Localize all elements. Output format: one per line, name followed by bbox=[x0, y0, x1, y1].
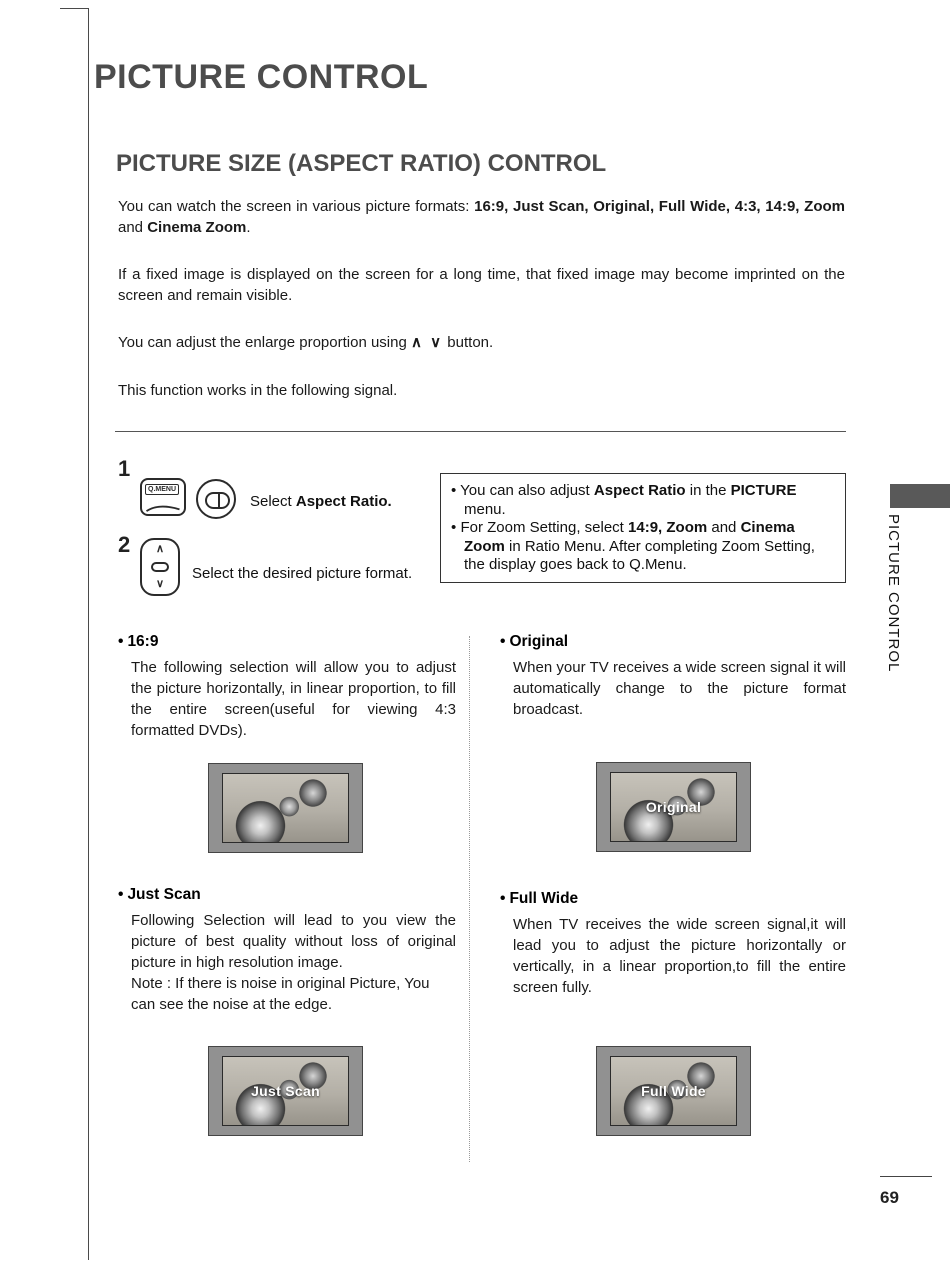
step-2-number: 2 bbox=[118, 532, 131, 557]
tv-screen-label: Just Scan bbox=[251, 1083, 320, 1099]
tv-screen bbox=[222, 1056, 349, 1126]
bullet-icon: • bbox=[500, 890, 506, 907]
text-run: button. bbox=[443, 334, 494, 351]
note-bullet-2 bbox=[451, 519, 835, 575]
format-body: When TV receives the wide screen signal,it will lead you to adjust the picture horizontally or vertically, in a linear proportion,to fill the entire screen fully. bbox=[513, 916, 846, 996]
format-title bbox=[118, 633, 456, 651]
format-body: Following Selection will lead to you view the picture of best quality without loss of original picture in high resolution image. bbox=[131, 912, 456, 971]
step-2-instruction: Select the desired picture format. bbox=[192, 565, 413, 582]
step-1-number: 1 bbox=[118, 456, 131, 481]
tv-screen-label: Original bbox=[645, 799, 702, 815]
format-title bbox=[118, 886, 456, 904]
format-body: The following selection will allow you to adjust the picture horizontally, in linear proportion, to fill the entire screen(useful for viewing 4:3 formatted DVDs). bbox=[131, 659, 456, 739]
note-bullet-1 bbox=[451, 482, 835, 519]
text-run-bold: Aspect Ratio. bbox=[295, 493, 392, 510]
page-curl-icon bbox=[144, 502, 182, 513]
format-title-text: Original bbox=[509, 633, 569, 650]
page-number: 69 bbox=[880, 1188, 899, 1207]
bullet-icon: • bbox=[451, 519, 457, 536]
format-body: When your TV receives a wide screen signal it will automatically change to the picture format broadcast. bbox=[513, 659, 846, 718]
format-title-text: 16:9 bbox=[127, 633, 159, 650]
tv-screen bbox=[222, 773, 349, 843]
bullet-icon: • bbox=[118, 886, 124, 903]
tv-screen bbox=[610, 1056, 737, 1126]
text-run-bold: Cinema Zoom bbox=[464, 519, 795, 555]
tv-screen-label: Full Wide bbox=[641, 1083, 706, 1099]
column-divider bbox=[469, 636, 470, 1162]
side-tab-bar bbox=[890, 484, 950, 508]
intro-paragraph-enlarge bbox=[118, 332, 845, 353]
text-run: You can adjust the enlarge proportion using bbox=[118, 334, 411, 351]
up-down-arrows-glyph: ∧ ∨ bbox=[411, 334, 444, 351]
format-title bbox=[500, 890, 846, 908]
format-note: Note : If there is noise in original Picture, You can see the noise at the edge. bbox=[131, 975, 430, 1013]
chapter-title: PICTURE CONTROL bbox=[94, 58, 429, 96]
text-run-bold: Aspect Ratio bbox=[593, 482, 686, 499]
up-down-button-icon bbox=[140, 538, 180, 596]
text-run: and bbox=[118, 219, 148, 236]
left-right-button-icon bbox=[196, 479, 236, 519]
format-item-just-scan bbox=[118, 886, 456, 1015]
bullet-icon: • bbox=[500, 633, 506, 650]
tv-image-16-9 bbox=[208, 763, 363, 853]
left-margin-rule bbox=[88, 8, 89, 1260]
format-item-original bbox=[500, 633, 846, 720]
intro-paragraph-formats bbox=[118, 196, 845, 238]
text-run: You can also adjust bbox=[460, 482, 594, 499]
bullet-icon: • bbox=[451, 482, 457, 499]
section-title: PICTURE SIZE (ASPECT RATIO) CONTROL bbox=[116, 150, 607, 177]
intro-paragraph-signal: This function works in the following signal. bbox=[118, 382, 398, 399]
qmenu-button-label: Q.MENU bbox=[145, 484, 179, 495]
note-box bbox=[440, 473, 846, 583]
tv-image-just-scan bbox=[208, 1046, 363, 1136]
step-1-instruction bbox=[250, 493, 392, 510]
text-run: menu. bbox=[464, 500, 506, 518]
text-run: . bbox=[246, 219, 251, 236]
format-item-full-wide bbox=[500, 890, 846, 998]
caret-down-icon: ∨ bbox=[155, 578, 165, 590]
text-run-bold: Cinema Zoom bbox=[147, 219, 247, 236]
intro-paragraphs bbox=[118, 196, 845, 428]
footer-rule bbox=[880, 1176, 932, 1177]
section-divider-rule bbox=[115, 431, 846, 432]
text-run-bold: 16:9, Just Scan, Original, Full Wide, 4:3, 14:9, Zoom bbox=[474, 198, 846, 215]
side-tab-label: PICTURE CONTROL bbox=[885, 514, 902, 673]
format-title bbox=[500, 633, 846, 651]
top-crop-mark bbox=[60, 8, 89, 9]
text-run: You can watch the screen in various picture formats: bbox=[118, 198, 475, 215]
caret-up-icon: ∧ bbox=[155, 543, 165, 555]
text-run-bold: PICTURE bbox=[730, 482, 797, 499]
intro-paragraph-imprint: If a fixed image is displayed on the screen for a long time, that fixed image may become imprinted on the screen and remain visible. bbox=[118, 266, 845, 304]
text-run-bold: 14:9, Zoom bbox=[628, 519, 708, 536]
bullet-icon: • bbox=[118, 633, 124, 650]
text-run: For Zoom Setting, select bbox=[460, 519, 629, 536]
format-title-text: Full Wide bbox=[509, 890, 579, 907]
tv-image-original bbox=[596, 762, 751, 852]
text-run: and bbox=[707, 519, 741, 536]
center-key-icon bbox=[151, 562, 169, 572]
text-run: in Ratio Menu. After completing Zoom Setting, the display goes back to Q.Menu. bbox=[464, 537, 815, 573]
qmenu-button-icon bbox=[140, 478, 186, 516]
text-run: Select bbox=[250, 493, 296, 510]
left-right-pill-icon bbox=[205, 492, 230, 509]
text-run: in the bbox=[685, 482, 731, 499]
tv-screen bbox=[610, 772, 737, 842]
tv-image-full-wide bbox=[596, 1046, 751, 1136]
format-item-16-9 bbox=[118, 633, 456, 741]
format-title-text: Just Scan bbox=[127, 886, 201, 903]
